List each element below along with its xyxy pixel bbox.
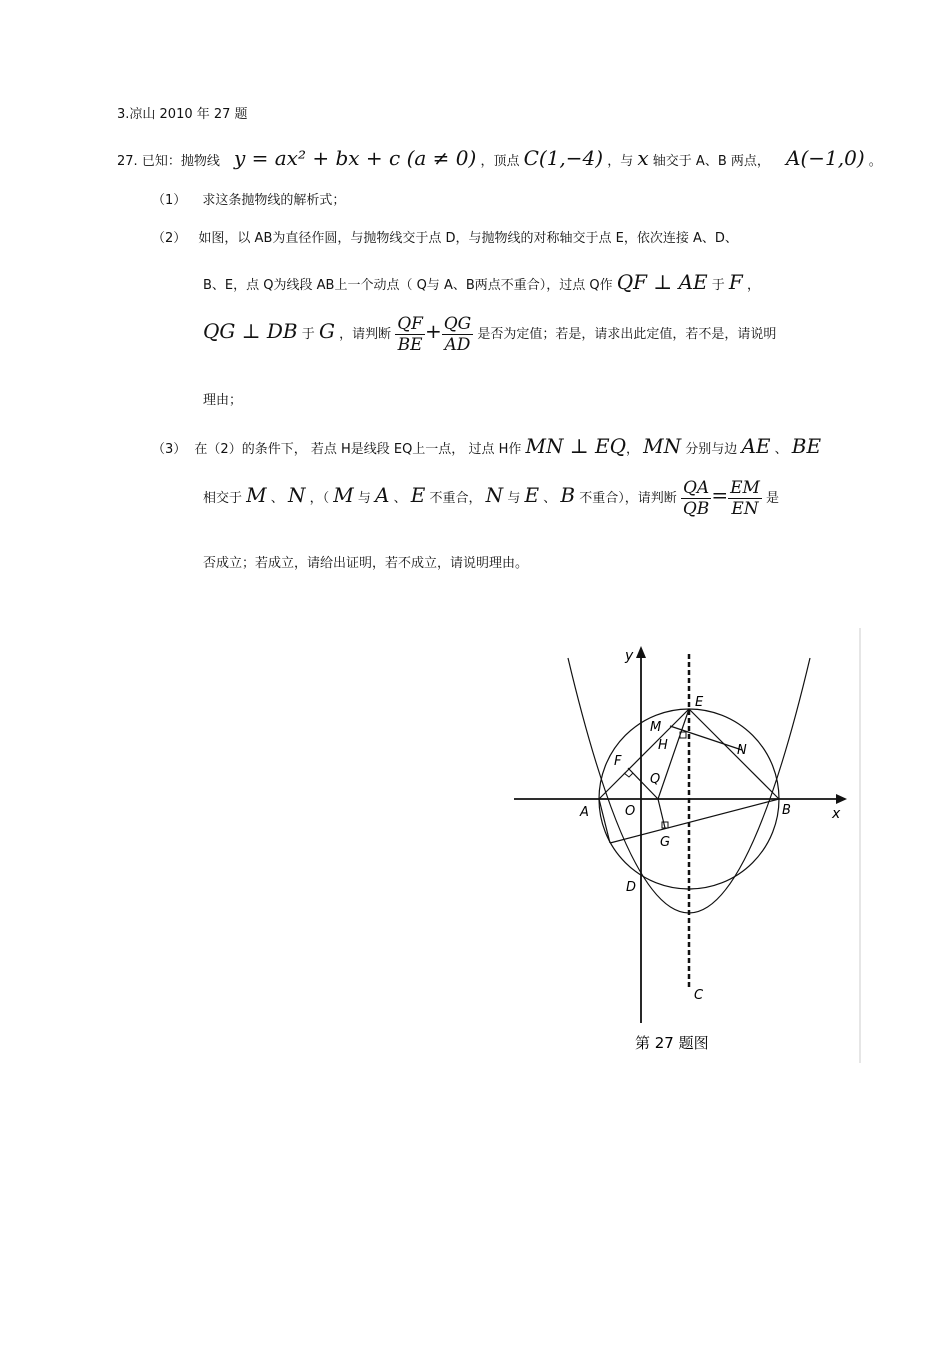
part-text: 如图，以 AB为直径作圆，与抛物线交于点 D，与抛物线的对称轴交于点 E，依次连接 A、D、 [198,231,738,246]
ae-side: AE [741,434,771,458]
text: 、 [393,491,407,506]
part-label: （2） [152,231,187,246]
text: 分别与边 [685,442,738,457]
denominator: EN [731,499,759,519]
text: ，顶点 [480,154,520,169]
qf-perp-ae: QF ⊥ AE [616,270,708,294]
text: 不重合），请判断 [579,491,677,506]
text: 不重合， [429,491,482,506]
label-h: H [658,738,668,753]
label-m: M [650,720,662,735]
part-3-line-2 [203,478,779,519]
text: 、 [543,491,557,506]
text: 已知：抛物线 [141,154,220,169]
e-point: E [410,483,426,507]
label-g: G [660,835,671,850]
plus-sign: + [424,319,442,343]
part-text: B、E，点 Q为线段 AB上一个动点（ Q与 A、B两点不重合），过点 Q作 [203,278,613,293]
text: 与 [357,491,371,506]
g-variable: G [318,319,335,343]
text: 于 [301,327,315,342]
b-point: B [560,483,576,507]
x-axis-arrow [836,794,847,804]
x-variable: x [637,146,649,170]
part-2-line-1 [152,227,738,246]
right-angle-f [624,773,633,777]
denominator: BE [397,335,423,355]
text: ，请判断 [339,327,392,342]
part-label: （3） [152,442,187,457]
part-3-line-1 [152,434,821,458]
be-side: BE [791,434,822,458]
text: 轴交于 A、B 两点， [652,154,770,169]
denominator: AD [444,335,471,355]
text: 、 [774,442,788,457]
label-y-axis: y [625,648,634,664]
label-a: A [580,805,589,820]
text: 是 [766,491,780,506]
fraction-qf-be [395,314,425,355]
label-f: F [614,754,622,769]
point-a: A(−1,0) [786,146,865,170]
text: ，（ [309,491,330,506]
label-e: E [695,695,704,710]
text: ， [746,278,760,293]
segment-ae [599,709,689,799]
vertex-c: C(1,−4) [523,146,604,170]
fraction-em-en [728,478,762,519]
numerator: EM [730,478,760,498]
part-2-line-4: 理由； [203,393,243,408]
numerator: QA [681,478,711,499]
label-q: Q [650,772,661,787]
text: ， [626,442,640,457]
label-d: D [626,880,637,895]
text: ，与 [607,154,634,169]
e-point: E [524,483,540,507]
part-2-line-3 [203,314,776,355]
qg-perp-db: QG ⊥ DB [203,319,298,343]
segment-eb [689,709,779,799]
label-o: O [625,804,636,819]
mn-segment: MN [643,434,682,458]
part-text: 是否为定值；若是，请求出此定值，若不是，请说明 [477,327,777,342]
part-3-line-3: 否成立；若成立，请给出证明，若不成立，请说明理由。 [203,556,529,571]
y-axis-arrow [636,646,646,658]
denominator: QB [682,499,710,519]
part-text: 在（2）的条件下， 若点 H是线段 EQ上一点， 过点 H作 [194,442,522,457]
figure-27 [500,628,862,1063]
problem-statement [117,146,882,170]
part-2-line-2 [203,270,760,294]
m-point: M [333,483,354,507]
fraction-qa-qb [681,478,711,519]
problem-number: 27. [117,154,138,169]
fraction-qg-ad [442,314,474,355]
label-c: C [694,988,704,1003]
n-point: N [485,483,504,507]
equals-sign: = [711,483,729,507]
n-point: N [287,483,306,507]
label-x-axis: x [832,806,841,822]
text: 与 [507,491,521,506]
parabola-equation: y = ax² + bx + c (a ≠ 0) [233,146,477,170]
segment-ad [599,799,610,843]
text: 相交于 [203,491,243,506]
text: 于 [711,278,725,293]
label-n: N [737,743,747,758]
segment-qe [658,709,689,799]
a-point: A [375,483,390,507]
m-point: M [246,483,267,507]
label-b: B [782,803,791,818]
part-text: 求这条抛物线的解析式； [202,193,346,208]
part-1 [152,189,345,208]
numerator: QF [397,314,423,334]
text: 、 [270,491,284,506]
text: 。 [868,154,882,169]
mn-perp-eq: MN ⊥ EQ [525,434,626,458]
numerator: QG [443,314,472,334]
segment-db [610,799,779,843]
f-variable: F [728,270,743,294]
figure-caption: 第 27 题图 [635,1034,709,1052]
part-label: （1） [152,193,187,208]
source-line: 3.凉山 2010 年 27 题 [117,107,248,122]
